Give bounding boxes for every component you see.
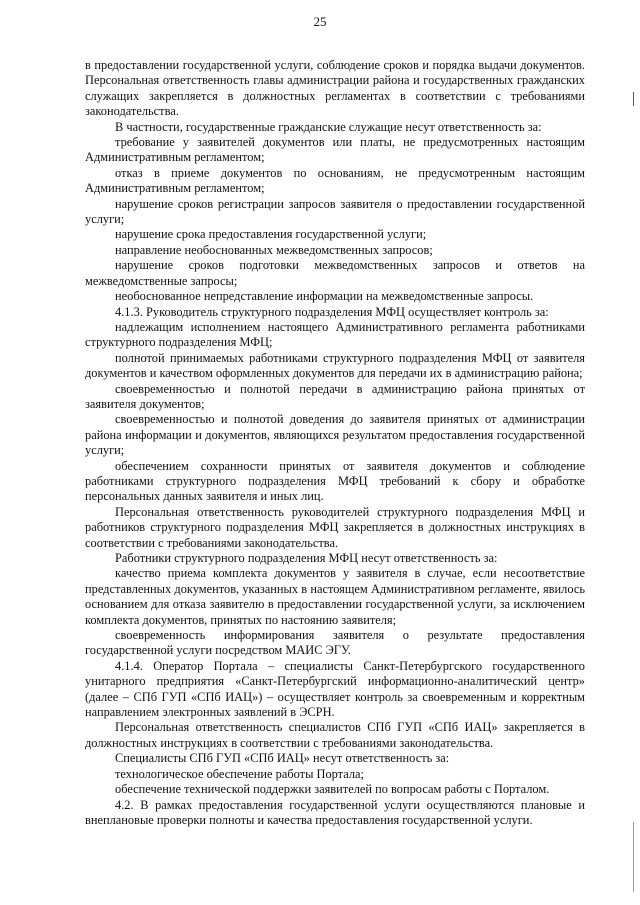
paragraph: нарушение срока предоставления государственной услуги; bbox=[115, 227, 427, 242]
paragraph: направление необоснованных межведомственных запросов; bbox=[115, 242, 433, 257]
paragraph: обеспечение технической поддержки заявителей по вопросам работы с Порталом. bbox=[115, 782, 550, 797]
scan-edge-mark bbox=[633, 822, 634, 892]
paragraph: Персональная ответственность специалистов СПб ГУП «СПб ИАЦ» закрепляется в должностных инструкциях в соответствии с требованиями законодательства. bbox=[85, 720, 585, 750]
paragraph: обеспечением сохранности принятых от заявителя документов и соблюдение работниками структурного подразделения МФЦ требований к сбору и обработке персональных данных заявителя и иных лиц. bbox=[85, 458, 585, 504]
paragraph: качество приема комплекта документов у заявителя в случае, если несоответствие представленных документов, указанных в настоящем Административном регламенте, явилось основанием для отказа заявителю в предоставлении государственной услуги, за исключением комплекта документов, принятых по настоянию заявителя; bbox=[85, 566, 585, 627]
paragraph: В частности, государственные гражданские служащие несут ответственность за: bbox=[115, 119, 542, 134]
paragraph: Персональная ответственность руководителей структурного подразделения МФЦ и работников структурного подразделения МФЦ закрепляется в должностных инструкциях в соответствии с требованиями законодательства. bbox=[85, 504, 585, 550]
paragraph: 4.1.4. Оператор Портала – специалисты Санкт-Петербургского государственного унитарного предприятия «Санкт-Петербургский информационно-аналитический центр» (далее – СПб ГУП «СПб ИАЦ») – осуществляет контроль за своевременным и корректным направлением электронных заявлений в ЭСРН. bbox=[85, 658, 585, 720]
paragraph: своевременностью и полнотой доведения до заявителя принятых от администрации района информации и документов, являющихся результатом предоставления государственной услуги; bbox=[85, 412, 585, 458]
paragraph: Специалисты СПб ГУП «СПб ИАЦ» несут ответственность за: bbox=[115, 751, 450, 766]
paragraph: своевременность информирования заявителя о результате предоставления государственной услуги посредством МАИС ЭГУ. bbox=[85, 628, 585, 658]
paragraph: надлежащим исполнением настоящего Административного регламента работниками структурного подразделения МФЦ; bbox=[85, 319, 585, 350]
paragraph: 4.1.3. Руководитель структурного подразделения МФЦ осуществляет контроль за: bbox=[115, 304, 549, 319]
paragraph: своевременностью и полнотой передачи в администрацию района принятых от заявителя документов; bbox=[85, 381, 585, 411]
page-number: 25 bbox=[313, 14, 327, 29]
scan-edge-mark bbox=[633, 92, 634, 106]
paragraph: технологическое обеспечение работы Портала; bbox=[115, 766, 364, 781]
paragraph: требование у заявителей документов или платы, не предусмотренных настоящим Административным регламентом; bbox=[85, 135, 585, 165]
document-body bbox=[85, 58, 585, 828]
paragraph: полнотой принимаемых работниками структурного подразделения МФЦ от заявителя документов и качеством оформленных документов для передачи их в администрацию района; bbox=[85, 350, 585, 381]
paragraph: 4.2. В рамках предоставления государственной услуги осуществляются плановые и внеплановые проверки полноты и качества предоставления государственной услуги. bbox=[85, 797, 585, 827]
paragraph: Работники структурного подразделения МФЦ несут ответственность за: bbox=[115, 551, 498, 565]
paragraph: нарушение сроков подготовки межведомственных запросов и ответов на межведомственные запросы; bbox=[85, 258, 585, 288]
paragraph: нарушение сроков регистрации запросов заявителя о предоставлении государственной услуги; bbox=[85, 196, 585, 227]
paragraph: отказ в приеме документов по основаниям, не предусмотренным настоящим Административным регламентом; bbox=[85, 165, 585, 196]
paragraph: необоснованное непредставление информации на межведомственные запросы. bbox=[115, 289, 534, 304]
paragraph: в предоставлении государственной услуги, соблюдение сроков и порядка выдачи документов. Персональная ответственность главы администрации района и государственных гражданских служащих закрепляется в должностных регламентах в соответствии с требованиями законодательства. bbox=[85, 58, 585, 119]
